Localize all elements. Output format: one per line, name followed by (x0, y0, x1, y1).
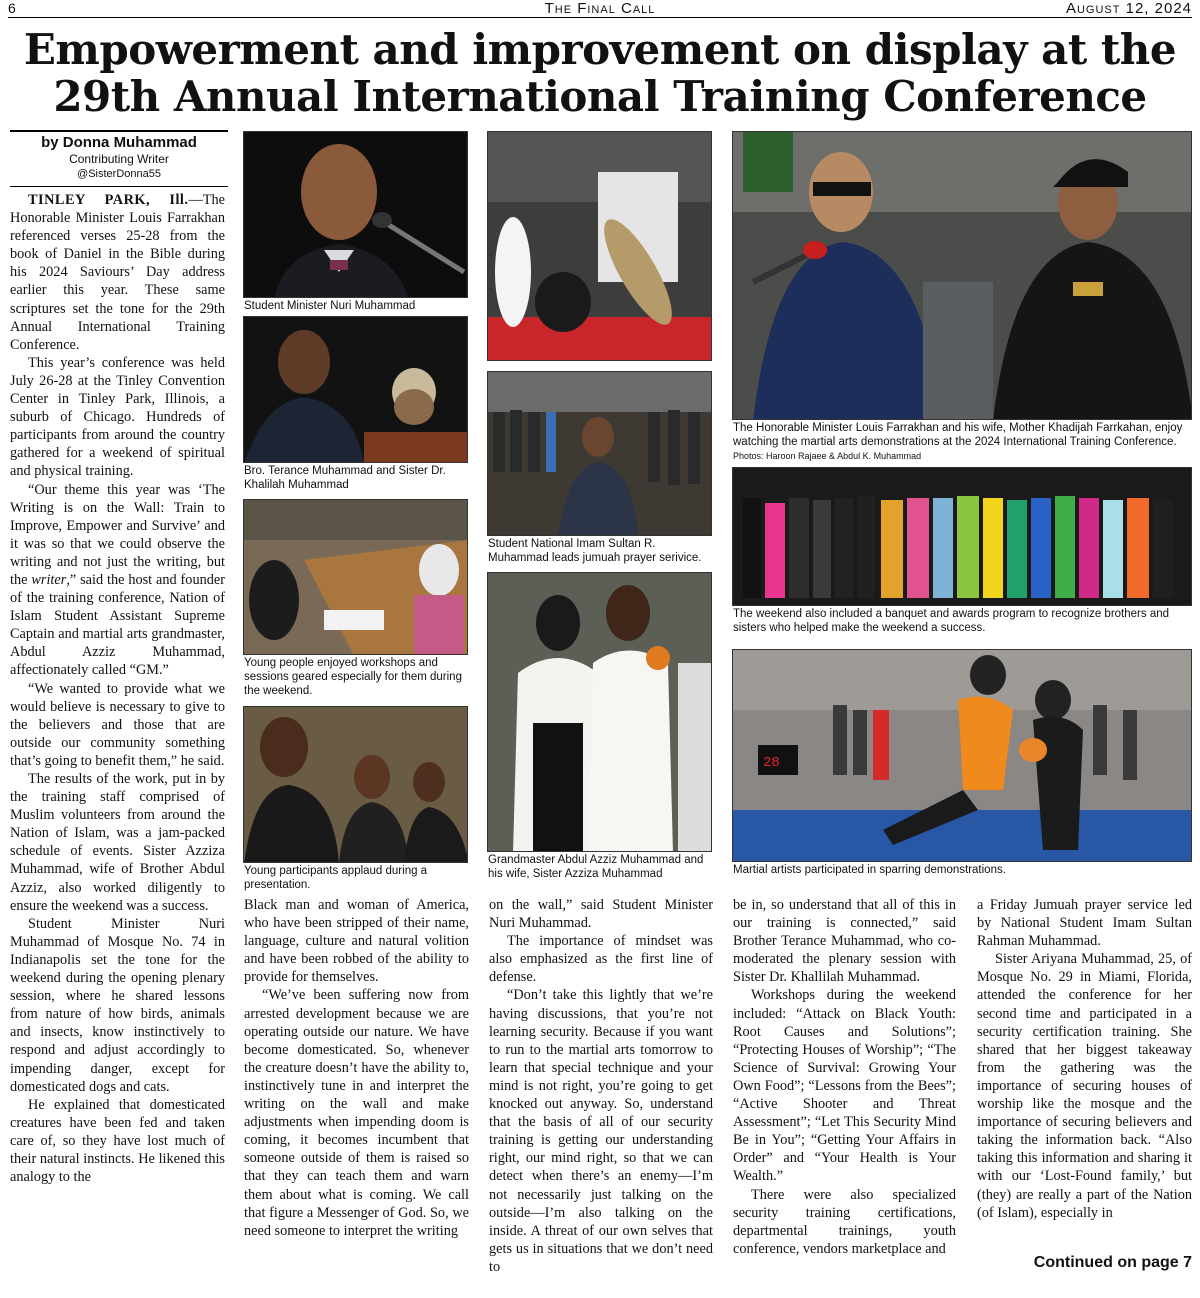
paragraph: The importance of mindset was also emphasized as the first line of defense. (489, 933, 713, 986)
photo-illustration (244, 707, 468, 863)
banquet-figures (743, 496, 1173, 598)
scoreboard-digits: 28 (763, 755, 780, 771)
photo-illustration (244, 132, 468, 298)
photo-credit: Photos: Haroon Rajaee & Abdul K. Muhammad (733, 451, 922, 461)
headline: Empowerment and improvement on display at the 29th Annual International Training Conference (23, 25, 1177, 121)
photo-illustration (244, 500, 468, 655)
photo-sparring (732, 649, 1192, 862)
photo-nuri-muhammad (243, 131, 468, 298)
photo-terance-khalilah (243, 316, 468, 463)
photo-farrakhan (732, 131, 1192, 420)
photo-illustration (488, 132, 712, 361)
paragraph: a Friday Jumuah prayer service led by National Student Imam Sultan Rahman Muhammad. (977, 897, 1192, 950)
photo-illustration (733, 132, 1192, 420)
paragraph: He explained that domesticated creatures have been fed and taken care of, so they have lost much of their natural instincts. He likened this analogy to the (10, 1096, 225, 1186)
paragraph: TINLEY PARK, Ill.—The Honorable Minister Louis Farrakhan referenced verses 25-28 from the book of Daniel in the Bible during his 2024 Saviours’ Day address earlier this year. These same scriptures set the tone for the 29th Annual International Training Conference. (10, 192, 225, 353)
paragraph: Workshops during the weekend included: “Attack on Black Youth: Root Causes and Solutions”; “Protecting Houses of Worship”; “The Science of Survival: Growing Your Own Food”; “Lessons from the Bees”; “Active Shooter and Threat Assessment”; “Let This Security Mind Be in You”; “Getting Your Affairs in Order” and “Your Health is Your Wealth.” (733, 987, 956, 1185)
page-number: 6 (8, 0, 16, 16)
caption-nuri: Student Minister Nuri Muhammad (244, 300, 416, 312)
byline-role: Contributing Writer (69, 152, 169, 166)
paragraph: “Don’t take this lightly that we’re having discussions, that you’re not learning security. Because if you want to run to the martial arts tomorrow to learn that special technique and your mind is not right, you’re going to get knocked out anyway. So, understand that the basis of all of our security training is getting our understanding right, our mind right, so that we can detect when there’s an enemy—I’m not necessarily just talking on the outside—I’m also talking on the inside. A threat of our own selves that gets us in situations that we don’t need to (489, 987, 713, 1275)
caption-grandmaster: Grandmaster Abdul Azziz Muhammad and his wife, Sister Azziza Muhammad (488, 854, 704, 880)
photo-jumuah-prayer (487, 371, 712, 536)
publication-name: The Final Call (544, 0, 656, 17)
article-column-2 (244, 896, 469, 1293)
byline-bottom-divider (10, 186, 228, 187)
photo-young-applaud (243, 706, 468, 863)
paragraph: be in, so understand that all of this in our training is connected,” said Brother Terance Muhammad, who co-moderated the plenary session with Sister Dr. Khallilah Muhammad. (733, 897, 956, 986)
article-column-4 (733, 896, 956, 1293)
caption-imam: Student National Imam Sultan R. Muhammad leads jumuah prayer serivice. (488, 538, 702, 564)
photo-grandmaster (487, 572, 712, 852)
caption-terance: Bro. Terance Muhammad and Sister Dr. Khalilah Muhammad (244, 465, 446, 491)
paragraph: The results of the work, put in by the training staff comprised of Muslim volunteers from around the Nation of Islam, was a jam-packed schedule of events. Sister Azziza Muhammad, wife of Brother Abdul Azziz, also worked diligently to ensure the weekend was a success. (10, 771, 225, 914)
article-column-3 (489, 896, 713, 1293)
byline-top-divider (10, 130, 228, 132)
byline-author: by Donna Muhammad (41, 134, 197, 151)
photo-illustration (244, 317, 468, 463)
issue-date: August 12, 2024 (1065, 0, 1192, 17)
caption-sparring: Martial artists participated in sparring demonstrations. (733, 864, 1006, 876)
photo-illustration (733, 650, 1192, 862)
caption-banquet: The weekend also included a banquet and awards program to recognize brothers and sisters who helped make the weekend a success. (733, 608, 1170, 634)
header-divider (8, 17, 1192, 18)
photo-martial-demo (487, 131, 712, 361)
byline (10, 134, 228, 181)
paragraph: “We’ve been suffering now from arrested development because we are operating outside our nature. We have become domesticated. So, whenever the creature doesn’t have the ability to, instinctively tune in and interpret the writing on the wall and make adjustments when impending doom is coming, it becomes incumbent that someone outside of them is raised so that they can teach them and warn them about what is coming. We call that figure a Messenger of God. So, we need someone to interpret the writing (244, 987, 469, 1239)
page-header (8, 0, 1192, 18)
photo-illustration (488, 372, 712, 536)
paragraph: This year’s conference was held July 26-28 at the Tinley Convention Center in Tinley Park, Illinois, a suburb of Chicago. Hundreds of participants from around the country gathered for a weekend of spiritual and physical training. (10, 354, 225, 480)
paragraph: on the wall,” said Student Minister Nuri Muhammad. (489, 897, 713, 932)
article-column-1 (10, 191, 225, 1293)
caption-young-workshops: Young people enjoyed workshops and sessions geared especially for them during the weekend. (244, 657, 462, 697)
caption-applaud: Young participants applaud during a presentation. (244, 865, 428, 891)
paragraph: “We wanted to provide what we would believe is necessary to give to the believers and those that are outside our community something that’s going to benefit them,” he said. (10, 680, 225, 769)
photo-banquet (732, 467, 1192, 606)
photo-illustration (488, 573, 712, 852)
article-column-5 (977, 896, 1192, 1242)
photo-illustration (733, 468, 1192, 606)
byline-handle: @SisterDonna55 (77, 168, 161, 180)
paragraph: Student Minister Nuri Muhammad of Mosque No. 74 in Indianapolis set the tone for the weekend during the opening plenary session, where he shared lessons from nature of how birds, animals and insects, know instinctively to respond and adjust accordingly to impending danger, except for domesticated dogs and cats. (10, 915, 225, 1095)
continued-on-page-link[interactable]: Continued on page 7 (1033, 1254, 1192, 1271)
paragraph: “Our theme this year was ‘The Writing is on the Wall: Train to Improve, Empower and Survive’ and it was so that we could observe the writing and not just the writing, but the writer,” said the host and founder of the training conference, Nation of Islam Student Assistant Supreme Captain and martial arts grandmaster, Abdul Azziz Muhammad, affectionately called “GM.” (10, 481, 225, 679)
caption-farrakhan: The Honorable Minister Louis Farrakhan and his wife, Mother Khadijah Farrkahan, enjoy watching the martial arts demonstrations at the 2024 International Training Conference. Photos: Haroon Rajaee & Abdul K. Muhammad (733, 422, 1183, 461)
paragraph: Sister Ariyana Muhammad, 25, of Mosque No. 29 in Miami, Florida, attended the conference for her second time and participated in a security certification training. She shared that her biggest takeaway from the gathering was the importance of securing houses of worship like the mosque and the importance of securing believers and taking the information back. “Also taking this information and sharing it with our ‘Lost-Found family,’ but (they) are really a part of the Nation (of Islam), especially in (977, 951, 1192, 1221)
paragraph: There were also specialized security training certifications, departmental trainings, youth conference, vendors marketplace and (733, 1186, 956, 1257)
photo-young-workshops (243, 499, 468, 655)
dateline: TINLEY PARK, Ill. (28, 192, 189, 208)
paragraph: Black man and woman of America, who have been stripped of their name, language, culture and natural volition and have been robbed of the ability to provide for themselves. (244, 897, 469, 986)
